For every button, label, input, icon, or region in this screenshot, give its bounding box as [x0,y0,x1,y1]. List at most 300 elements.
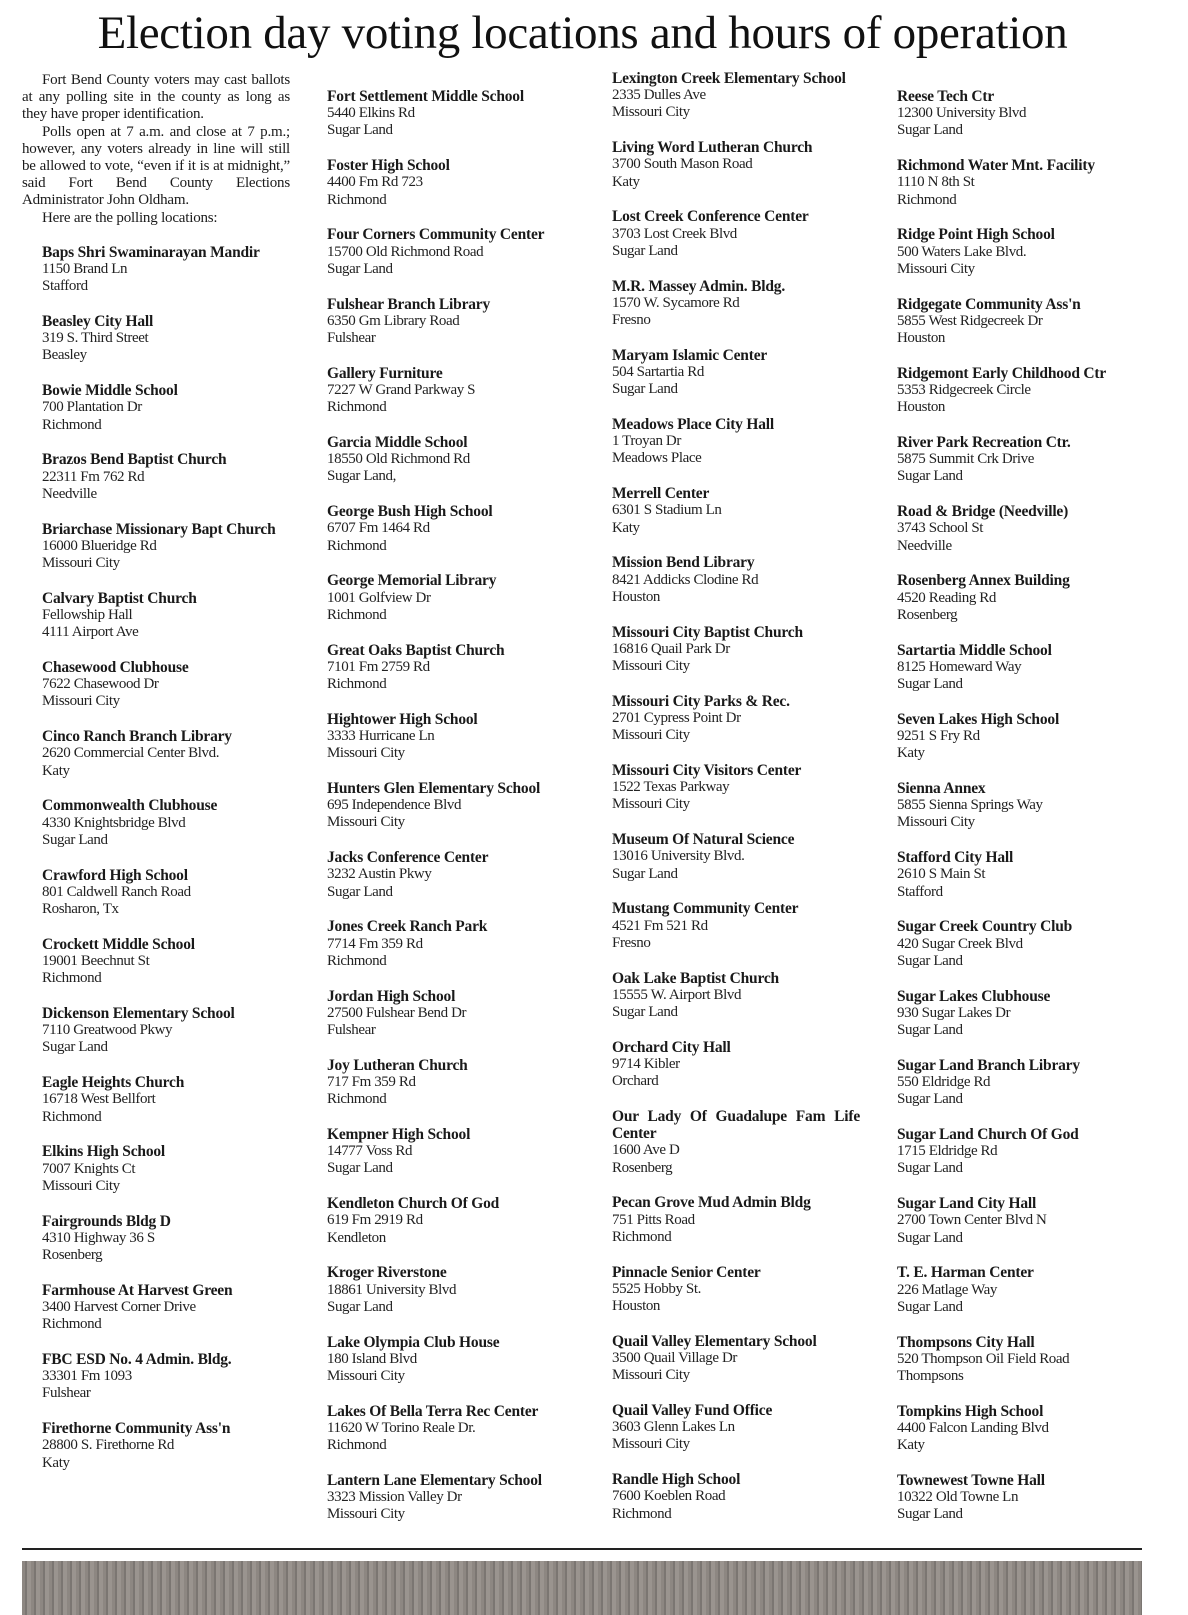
polling-location [592,1108,860,1177]
location-name: Firethorne Community Ass'n [42,1420,231,1438]
location-address-line: Sugar Land [897,1506,963,1523]
location-address-line: Sugar Land [612,381,678,398]
location-address-line: 15700 Old Richmond Road [327,243,484,260]
horizontal-divider [22,1548,1142,1550]
location-address-line: Katy [897,1437,925,1454]
location-address-line: 3333 Hurricane Ln [327,728,435,745]
location-address-line: Richmond [897,191,957,208]
polling-location [592,624,860,676]
location-address-line: Missouri City [327,1368,405,1385]
location-address-line: Meadows Place [612,450,702,467]
location-name: Bowie Middle School [42,382,178,400]
polling-location [592,831,860,883]
location-address-line: Missouri City [327,814,405,831]
location-address-line: 33301 Fm 1093 [42,1368,132,1385]
location-name: Eagle Heights Church [42,1074,185,1092]
location-address-line: Missouri City [612,1436,690,1453]
polling-location [22,1074,290,1126]
polling-location [877,849,1145,901]
location-name: Thompsons City Hall [897,1333,1035,1351]
location-address-line: Missouri City [897,814,975,831]
column-4 [877,88,1145,1541]
polling-location [877,434,1145,486]
location-address-line: 7600 Koeblen Road [612,1488,726,1505]
location-address-line: Katy [612,173,640,190]
location-address-line: 4400 Falcon Landing Blvd [897,1420,1049,1437]
location-name: Lexington Creek Elementary School [612,70,846,87]
location-name: Sugar Land City Hall [897,1195,1037,1213]
polling-location [877,1472,1145,1524]
article-headline: Election day voting locations and hours of operation [97,7,1068,59]
location-name: Our Lady Of Guadalupe Fam Life Center [612,1108,860,1143]
location-name: Sugar Land Church Of God [897,1126,1079,1144]
polling-location [592,1402,860,1454]
polling-location [877,988,1145,1040]
location-name: Sienna Annex [897,780,986,798]
location-address-line: Sugar Land [612,1004,678,1021]
location-address-line: 10322 Old Towne Ln [897,1489,1019,1506]
location-address-line: 6707 Fm 1464 Rd [327,520,430,537]
location-name: Lakes Of Bella Terra Rec Center [327,1402,539,1420]
location-name: Great Oaks Baptist Church [327,641,505,659]
polling-location [307,572,575,624]
polling-location [877,1195,1145,1247]
location-address-line: Sugar Land [897,468,963,485]
polling-location [22,451,290,503]
location-address-line: 420 Sugar Creek Blvd [897,935,1023,952]
polling-location [307,642,575,694]
location-name: Road & Bridge (Needville) [897,503,1069,521]
location-address-line: 8125 Homeward Way [897,658,1022,675]
polling-location [592,278,860,330]
polling-location [877,503,1145,555]
location-address-line: Rosharon, Tx [42,901,119,918]
location-name: Joy Lutheran Church [327,1056,468,1074]
polling-location [592,1194,860,1246]
location-address-line: 9251 S Fry Rd [897,728,980,745]
polling-location [22,867,290,919]
location-name: Fort Settlement Middle School [327,88,524,105]
location-address-line: 3323 Mission Valley Dr [327,1489,462,1506]
location-address-line: Sugar Land [612,865,678,882]
location-name: Crockett Middle School [42,935,195,953]
location-address-line: 18550 Old Richmond Rd [327,451,470,468]
location-name: Pecan Grove Mud Admin Bldg [612,1194,811,1212]
location-address-line: 3603 Glenn Lakes Ln [612,1419,735,1436]
location-address-line: 7007 Knights Ct [42,1160,136,1177]
polling-location [592,1333,860,1385]
column-2 [307,88,575,1541]
location-address-line: Sugar Land [897,1022,963,1039]
location-name: George Memorial Library [327,572,497,590]
location-address-line: Richmond [327,1437,387,1454]
location-address-line: Beasley [42,347,87,364]
location-name: Oak Lake Baptist Church [612,969,779,987]
location-address-line: 12300 University Blvd [897,105,1027,122]
location-address-line: Missouri City [612,796,690,813]
polling-location [877,365,1145,417]
polling-location [592,762,860,814]
location-address-line: 7227 W Grand Parkway S [327,382,476,399]
location-address-line: 180 Island Blvd [327,1350,417,1367]
polling-location [877,88,1145,140]
polling-location [592,970,860,1022]
location-address-line: Rosenberg [897,606,958,623]
polling-location [877,1403,1145,1455]
location-name: Pinnacle Senior Center [612,1263,761,1281]
location-address-line: Missouri City [612,727,690,744]
location-address-line: Thompsons [897,1368,964,1385]
location-address-line: 15555 W. Airport Blvd [612,986,742,1003]
location-address-line: 5440 Elkins Rd [327,105,415,122]
location-name: Randle High School [612,1471,741,1489]
location-address-line: 3743 School St [897,520,984,537]
polling-location [307,157,575,209]
location-name: Kempner High School [327,1126,471,1144]
polling-location [592,900,860,952]
location-address-line: Missouri City [327,745,405,762]
location-address-line: Fulshear [42,1385,91,1402]
location-address-line: 5855 West Ridgecreek Dr [897,312,1043,329]
location-name: Farmhouse At Harvest Green [42,1281,233,1299]
intro-paragraph: Fort Bend County voters may cast ballots at any polling site in the county as long as they have proper identification. [22,72,290,123]
intro-paragraph: Polls open at 7 a.m. and close at 7 p.m.; however, any voters already in line will still be allowed to vote, “even if it is at midnight,” said Fort Bend County Elections Administrator John Oldham. [22,123,290,209]
location-address-line: 1600 Ave D [612,1142,680,1159]
location-name: Orchard City Hall [612,1038,731,1056]
location-name: Elkins High School [42,1143,166,1161]
location-address-line: Richmond [42,1316,102,1333]
polling-location [22,521,290,573]
location-name: Meadows Place City Hall [612,416,774,434]
location-address-line: Sugar Land [897,1298,963,1315]
location-address-line: Sugar Land [897,1160,963,1177]
location-address-line: Sugar Land [327,883,393,900]
location-name: Reese Tech Ctr [897,88,995,105]
location-address-line: 930 Sugar Lakes Dr [897,1004,1011,1021]
polling-location [877,711,1145,763]
location-address-line: Katy [42,762,70,779]
location-name: Sugar Land Branch Library [897,1056,1080,1074]
location-name: Briarchase Missionary Bapt Church [42,520,276,538]
location-address-line: 6350 Gm Library Road [327,312,460,329]
location-address-line: Katy [897,745,925,762]
location-address-line: Fellowship Hall [42,607,133,624]
location-address-line: 16816 Quail Park Dr [612,640,730,657]
location-address-line: 2700 Town Center Blvd N [897,1212,1047,1229]
location-name: Tompkins High School [897,1402,1044,1420]
location-name: Lost Creek Conference Center [612,208,809,226]
location-address-line: 717 Fm 359 Rd [327,1074,416,1091]
location-address-line: Fresno [612,312,651,329]
location-name: Rosenberg Annex Building [897,572,1070,590]
location-name: Richmond Water Mnt. Facility [897,157,1095,175]
location-name: Fulshear Branch Library [327,295,491,313]
location-name: Sugar Creek Country Club [897,918,1073,936]
polling-location [592,347,860,399]
location-address-line: Richmond [327,1091,387,1108]
polling-location [22,590,290,642]
polling-location [307,296,575,348]
polling-location [592,693,860,745]
polling-location [22,244,290,296]
location-address-line: Sugar Land [897,1229,963,1246]
location-address-line: Sugar Land [612,242,678,259]
location-name: Baps Shri Swaminarayan Mandir [42,243,260,261]
location-address-line: 500 Waters Lake Blvd. [897,243,1027,260]
location-address-line: 9714 Kibler [612,1056,680,1073]
location-address-line: Missouri City [327,1506,405,1523]
polling-location [877,296,1145,348]
location-address-line: 1522 Texas Parkway [612,779,730,796]
polling-location-list [307,88,575,1524]
polling-location [307,711,575,763]
location-address-line: Rosenberg [612,1159,673,1176]
location-address-line: 28800 S. Firethorne Rd [42,1437,175,1454]
location-name: Calvary Baptist Church [42,589,197,607]
location-name: Dickenson Elementary School [42,1005,235,1023]
location-name: Fairgrounds Bldg D [42,1212,171,1230]
location-address-line: Richmond [327,606,387,623]
polling-location [877,780,1145,832]
location-name: Missouri City Visitors Center [612,762,802,780]
location-address-line: 751 Pitts Road [612,1211,695,1228]
location-address-line: 2701 Cypress Point Dr [612,710,741,727]
polling-location [877,1126,1145,1178]
location-name: Jacks Conference Center [327,849,489,867]
location-name: Seven Lakes High School [897,710,1060,728]
location-address-line: Fulshear [327,1022,376,1039]
location-address-line: 5875 Summit Crk Drive [897,451,1035,468]
polling-location [592,139,860,191]
photo-strip [22,1561,1142,1615]
column-3 [592,70,860,1540]
location-address-line: 520 Thompson Oil Field Road [897,1350,1070,1367]
location-name: M.R. Massey Admin. Bldg. [612,277,786,295]
location-address-line: Sugar Land [897,952,963,969]
location-address-line: 16718 West Bellfort [42,1091,156,1108]
location-address-line: Sugar Land [897,676,963,693]
location-address-line: Missouri City [42,693,120,710]
location-name: Garcia Middle School [327,434,468,452]
polling-location [307,503,575,555]
location-address-line: Richmond [612,1228,672,1245]
location-address-line: 3703 Lost Creek Blvd [612,225,737,242]
polling-location [22,382,290,434]
location-address-line: Richmond [327,952,387,969]
location-address-line: Missouri City [612,1367,690,1384]
location-address-line: Houston [897,330,946,347]
location-address-line: 226 Matlage Way [897,1281,997,1298]
location-address-line: Richmond [327,399,387,416]
polling-location [877,1334,1145,1386]
location-address-line: 695 Independence Blvd [327,797,462,814]
polling-location [307,365,575,417]
location-address-line: 1 Troyan Dr [612,433,681,450]
polling-location [307,988,575,1040]
location-name: Four Corners Community Center [327,226,545,244]
polling-location [877,1057,1145,1109]
location-address-line: Sugar Land, [327,468,396,485]
location-name: Quail Valley Fund Office [612,1402,773,1420]
location-name: Gallery Furniture [327,364,443,382]
location-address-line: Kendleton [327,1229,386,1246]
location-address-line: Needville [42,485,97,502]
location-address-line: 1570 W. Sycamore Rd [612,294,740,311]
polling-location [592,1039,860,1091]
location-address-line: Sugar Land [327,122,393,139]
polling-location [22,1213,290,1265]
polling-location [22,313,290,365]
polling-location [307,1264,575,1316]
location-address-line: 13016 University Blvd. [612,848,745,865]
location-address-line: 4330 Knightsbridge Blvd [42,814,186,831]
location-address-line: Houston [612,1298,661,1315]
polling-location [307,226,575,278]
polling-location [307,1472,575,1524]
location-address-line: Missouri City [42,555,120,572]
location-address-line: 1001 Golfview Dr [327,589,431,606]
location-name: Commonwealth Clubhouse [42,797,218,815]
location-address-line: 14777 Voss Rd [327,1143,413,1160]
location-address-line: Houston [612,588,661,605]
location-name: Maryam Islamic Center [612,346,768,364]
location-name: Ridgemont Early Childhood Ctr [897,364,1107,382]
location-address-line: Richmond [327,676,387,693]
location-address-line: 5525 Hobby St. [612,1280,701,1297]
location-address-line: 4521 Fm 521 Rd [612,917,708,934]
location-name: Jones Creek Ranch Park [327,918,488,936]
location-address-line: Sugar Land [327,1298,393,1315]
location-address-line: 2335 Dulles Ave [612,87,706,104]
location-address-line: 5855 Sienna Springs Way [897,797,1043,814]
location-address-line: 16000 Blueridge Rd [42,537,157,554]
polling-location [877,642,1145,694]
location-name: Ridgegate Community Ass'n [897,295,1081,313]
polling-location [592,70,860,122]
location-address-line: Richmond [42,416,102,433]
location-address-line: 4520 Reading Rd [897,589,996,606]
location-name: Hunters Glen Elementary School [327,780,541,798]
location-name: Brazos Bend Baptist Church [42,451,227,469]
location-name: Missouri City Baptist Church [612,623,803,641]
location-address-line: Sugar Land [42,1039,108,1056]
location-address-line: Sugar Land [327,1160,393,1177]
polling-location [877,226,1145,278]
polling-location [592,1264,860,1316]
polling-location [22,797,290,849]
polling-location [307,780,575,832]
location-address-line: Needville [897,537,952,554]
location-address-line: 550 Eldridge Rd [897,1074,991,1091]
location-address-line: 700 Plantation Dr [42,399,142,416]
location-name: George Bush High School [327,503,493,521]
location-address-line: 27500 Fulshear Bend Dr [327,1004,467,1021]
location-address-line: Rosenberg [42,1247,103,1264]
location-address-line: Fresno [612,934,651,951]
location-address-line: Sugar Land [897,122,963,139]
polling-location [877,1264,1145,1316]
location-address-line: Sugar Land [327,260,393,277]
location-address-line: 4400 Fm Rd 723 [327,174,423,191]
location-address-line: 3700 South Mason Road [612,156,753,173]
location-address-line: 22311 Fm 762 Rd [42,468,145,485]
polling-location [22,1420,290,1472]
location-address-line: Richmond [42,1108,102,1125]
location-name: Lake Olympia Club House [327,1333,500,1351]
location-address-line: Sugar Land [897,1091,963,1108]
location-name: Missouri City Parks & Rec. [612,692,790,710]
location-address-line: 7622 Chasewood Dr [42,676,159,693]
location-name: Beasley City Hall [42,313,154,331]
location-name: Museum Of Natural Science [612,831,795,849]
location-address-line: 1110 N 8th St [897,174,975,191]
location-name: Living Word Lutheran Church [612,139,813,157]
location-address-line: 7110 Greatwood Pkwy [42,1022,173,1039]
location-address-line: 2610 S Main St [897,866,986,883]
location-address-line: 3400 Harvest Corner Drive [42,1299,196,1316]
polling-location [22,659,290,711]
location-address-line: 7714 Fm 359 Rd [327,935,423,952]
polling-location [592,416,860,468]
location-name: Jordan High School [327,987,456,1005]
location-address-line: 4111 Airport Ave [42,624,139,641]
location-name: Quail Valley Elementary School [612,1332,817,1350]
location-address-line: 8421 Addicks Clodine Rd [612,571,759,588]
location-name: Chasewood Clubhouse [42,659,189,677]
location-name: T. E. Harman Center [897,1264,1034,1282]
polling-location [307,1057,575,1109]
location-address-line: Sugar Land [42,831,108,848]
location-address-line: 2620 Commercial Center Blvd. [42,745,220,762]
location-address-line: 801 Caldwell Ranch Road [42,883,191,900]
location-address-line: Houston [897,399,946,416]
location-address-line: 3232 Austin Pkwy [327,866,432,883]
polling-location-list [22,244,290,1472]
polling-location [592,208,860,260]
polling-location [307,1195,575,1247]
location-name: Mission Bend Library [612,554,755,572]
location-name: Sugar Lakes Clubhouse [897,987,1051,1005]
polling-location [307,1334,575,1386]
location-address-line: Katy [42,1454,70,1471]
polling-location [22,728,290,780]
location-address-line: Fulshear [327,330,376,347]
location-address-line: 5353 Ridgecreek Circle [897,382,1031,399]
polling-location [877,918,1145,970]
location-name: Hightower High School [327,710,478,728]
location-address-line: 11620 W Torino Reale Dr. [327,1420,476,1437]
location-address-line: Stafford [897,883,943,900]
polling-location [592,554,860,606]
location-name: Foster High School [327,157,450,175]
location-name: Kroger Riverstone [327,1264,447,1282]
polling-location [592,485,860,537]
location-address-line: 619 Fm 2919 Rd [327,1212,423,1229]
location-address-line: 4310 Highway 36 S [42,1229,155,1246]
polling-location [22,1282,290,1334]
location-name: Kendleton Church Of God [327,1195,500,1213]
location-name: Merrell Center [612,485,710,503]
polling-location [592,1471,860,1523]
location-address-line: Richmond [42,970,102,987]
location-address-line: 1150 Brand Ln [42,261,128,278]
location-name: Crawford High School [42,866,188,884]
location-name: Sartartia Middle School [897,641,1052,659]
polling-location [22,936,290,988]
location-address-line: Orchard [612,1073,659,1090]
location-address-line: 19001 Beechnut St [42,953,150,970]
location-address-line: Missouri City [42,1177,120,1194]
